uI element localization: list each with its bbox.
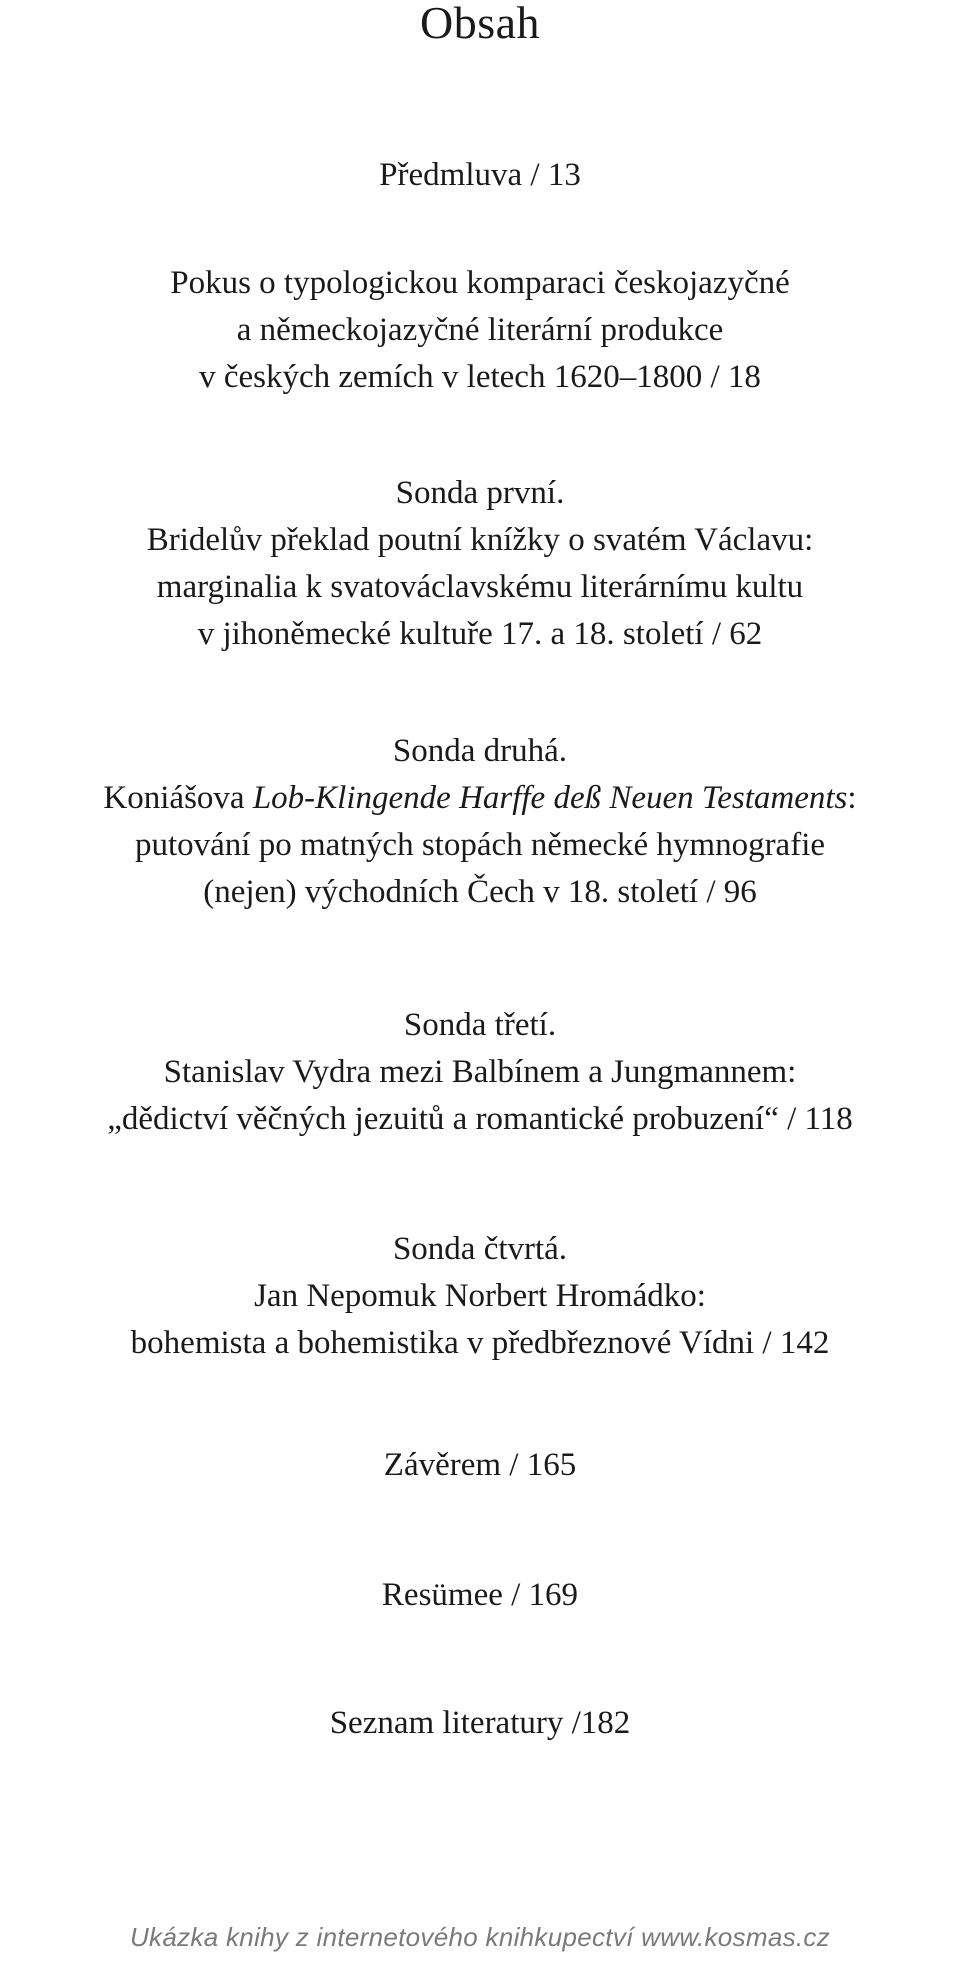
toc-entry-sonda-prvni <box>0 470 960 658</box>
toc-entry-line: marginalia k svatováclavskému literárnímu kultu <box>156 569 804 605</box>
toc-entry-pokus <box>0 260 960 401</box>
toc-entry-line: Pokus o typologickou komparaci českojazyčné <box>170 265 790 301</box>
toc-entry-italic-title: Lob-Klingende Harffe deß Neuen Testaments <box>252 780 848 816</box>
page-title: Obsah <box>419 0 541 48</box>
toc-entry-line: Seznam literatury /182 <box>329 1705 631 1741</box>
toc-entry-predmluva <box>0 152 960 199</box>
toc-entry-line: „dědictví věčných jezuitů a romantické probuzení“ / 118 <box>107 1101 853 1137</box>
toc-entry-line <box>0 775 960 822</box>
toc-entry-line: v českých zemích v letech 1620–1800 / 18 <box>199 359 761 395</box>
toc-entry-literatura <box>0 1700 960 1747</box>
toc-entry-resumee <box>0 1572 960 1619</box>
toc-entry-line: Závěrem / 165 <box>383 1447 577 1483</box>
toc-entry-line: Jan Nepomuk Norbert Hromádko: <box>254 1278 706 1314</box>
footer-watermark: Ukázka knihy z internetového knihkupectví www.kosmas.cz <box>129 1922 830 1952</box>
toc-entry-line: Předmluva / 13 <box>379 157 581 193</box>
toc-entry-line: Resümee / 169 <box>381 1577 579 1613</box>
toc-entry-line: Sonda druhá. <box>392 733 568 769</box>
toc-entry-sonda-druha <box>0 728 960 916</box>
toc-entry-line: Sonda třetí. <box>403 1007 557 1043</box>
toc-entry-sonda-ctvrta <box>0 1226 960 1367</box>
toc-entry-line: Stanislav Vydra mezi Balbínem a Jungmannem: <box>163 1054 797 1090</box>
toc-entry-line: Bridelův překlad poutní knížky o svatém Václavu: <box>146 522 814 558</box>
toc-entry-sonda-treti <box>0 1002 960 1143</box>
toc-entry-line: a německojazyčné literární produkce <box>236 312 724 348</box>
toc-entry-text: Koniášova <box>103 780 253 816</box>
toc-entry-line: bohemista a bohemistika v předbřeznové Vídni / 142 <box>130 1325 830 1361</box>
toc-entry-text: : <box>847 780 857 816</box>
toc-entry-line: putování po matných stopách německé hymnografie <box>134 827 826 863</box>
toc-entry-zaverem <box>0 1442 960 1489</box>
toc-entry-line: Sonda čtvrtá. <box>392 1231 568 1267</box>
toc-entry-line: (nejen) východních Čech v 18. století / 96 <box>203 874 757 910</box>
toc-entry-line: v jihoněmecké kultuře 17. a 18. století / 62 <box>197 616 763 652</box>
toc-entry-line: Sonda první. <box>395 475 565 511</box>
